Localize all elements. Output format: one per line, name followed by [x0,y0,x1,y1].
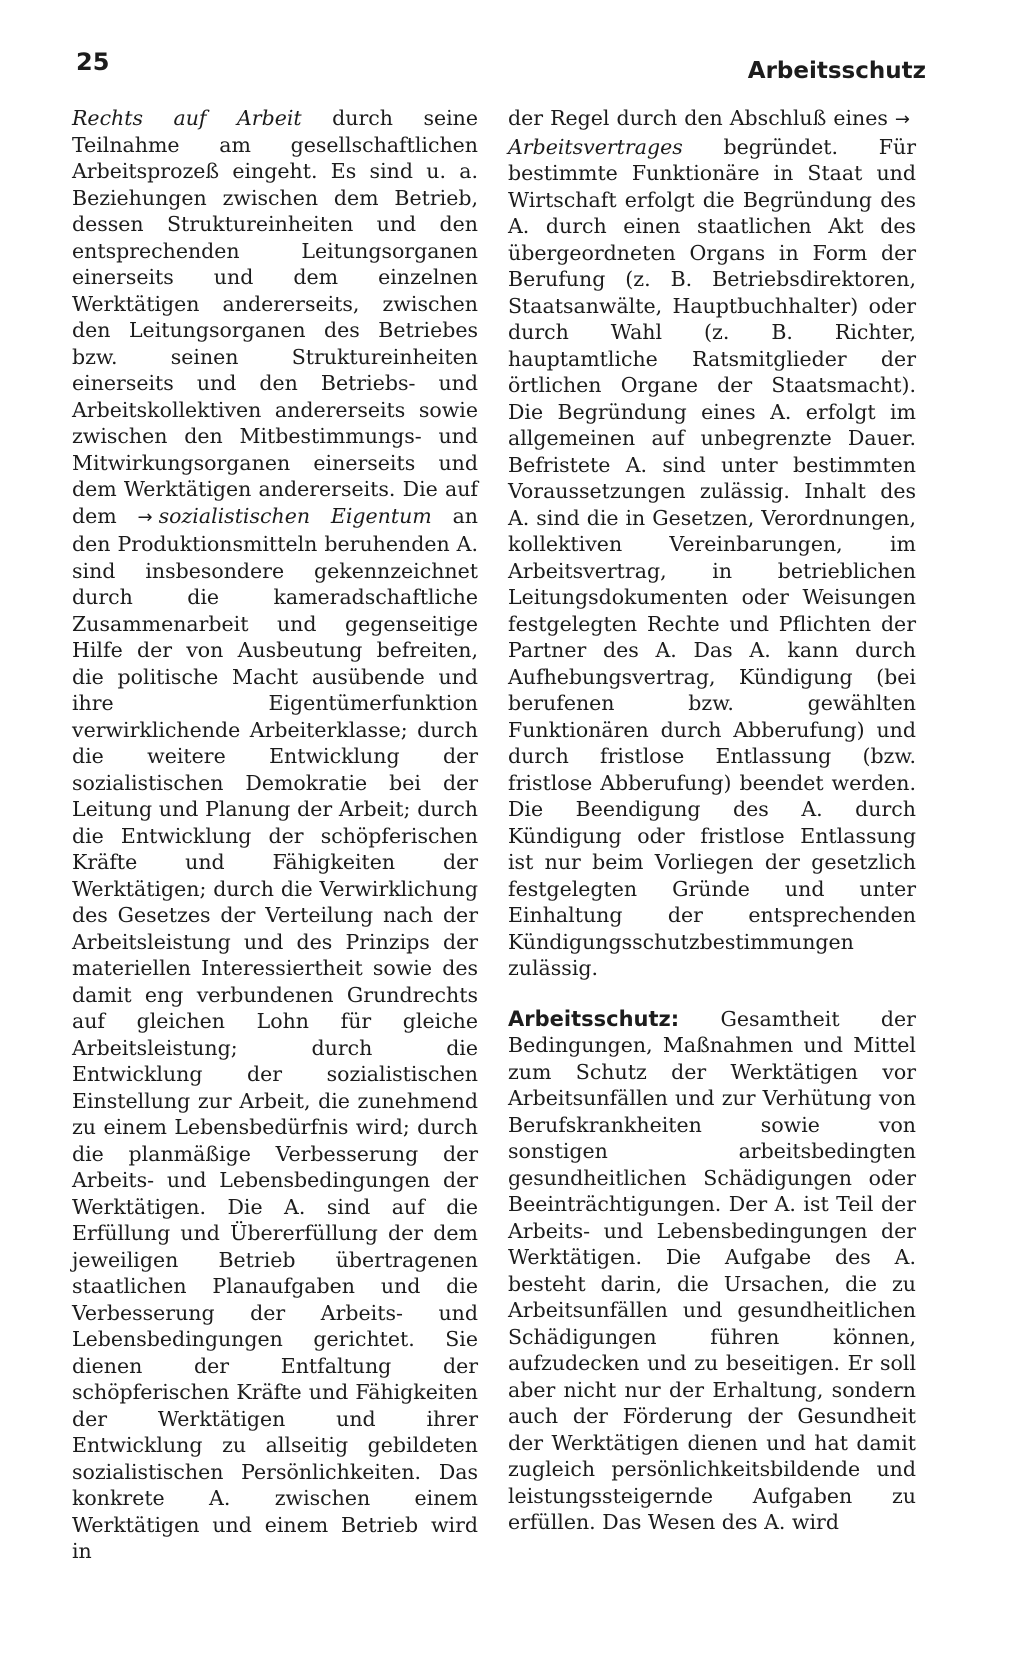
entry-continuation-paragraph [508,105,916,982]
entry-arbeitsschutz [508,1006,916,1536]
cross-reference-sozialistisches-eigentum: sozialistischen Eigentum [158,503,432,528]
cross-reference-arrow-icon: → [894,109,910,130]
right-column [508,105,916,1536]
entry-continuation-paragraph [72,105,478,1565]
cross-reference-arrow-icon: → [137,506,153,528]
cross-reference-recht-auf-arbeit: Rechts auf Arbeit [72,106,302,130]
body-text: der Regel durch den Abschluß eines [508,106,895,130]
body-text: durch seine Teilnahme am gesellschaftlichen Arbeitsprozeß eingeht. Es sind u. a. Beziehungen zwischen dem Betrieb, dessen Struktureinheiten und den entsprechenden Leitungsorganen einerseits und dem einzelnen Werktätigen andererseits, zwischen den Leitungsorganen des Betriebes bzw. seinen Struktureinheiten einerseits und den Betriebs- und Arbeitskollektiven andererseits sowie zwischen den Mitbestimmungs- und Mitwirkungsorganen einerseits und dem Werktätigen andererseits. Die auf dem [72,106,478,528]
running-head: Arbeitsschutz [747,58,926,84]
body-text: an den Produktionsmitteln beruhenden A. sind insbesondere gekennzeichnet durch die kameradschaftliche Zusammenarbeit und gegenseitige Hilfe der von Ausbeutung befreiten, die politische Macht ausübende und ihre Eigentümerfunktion verwirklichende Arbeiterklasse; durch die weitere Entwicklung der sozialistischen Demokratie bei der Leitung und Planung der Arbeit; durch die Entwicklung der schöpferischen Kräfte und Fähigkeiten der Werktätigen; durch die Verwirklichung des Gesetzes der Verteilung nach der Arbeitsleistung und des Prinzips der materiellen Interessiertheit sowie des damit eng verbundenen Grundrechts auf gleichen Lohn für gleiche Arbeitsleistung; durch die Entwicklung der sozialistischen Einstellung zur Arbeit, die zunehmend zu einem Lebensbedürfnis wird; durch die planmäßige Verbesserung der Arbeits- und Lebensbedingungen der Werktätigen. Die A. sind auf die Erfüllung und Übererfüllung der dem jeweiligen Betrieb übertragenen staatlichen Planaufgaben und die Verbesserung der Arbeits- und Lebensbedingungen gerichtet. Sie dienen der Entfaltung der schöpferischen Kräfte und Fähigkeiten der Werktätigen und ihrer Entwicklung zu allseitig gebildeten sozialistischen Persönlichkeiten. Das konkrete A. zwischen einem Werktätigen und einem Betrieb wird in [72,503,478,1563]
body-text: Gesamtheit der Bedingungen, Maßnahmen und Mittel zum Schutz der Werktätigen vor Arbeitsunfällen und zur Verhütung von Berufskrankheiten sowie von sonstigen arbeitsbedingten gesundheitlichen Schädigungen oder Beeinträchtigungen. Der A. ist Teil der Arbeits- und Lebensbedingungen der Werktätigen. Die Aufgabe des A. besteht darin, die Ursachen, die zu Arbeitsunfällen und gesundheitlichen Schädigungen führen können, aufzudecken und zu beseitigen. Er soll aber nicht nur der Erhaltung, sondern auch der Förderung der Gesundheit der Werktätigen dienen und hat damit zugleich persönlichkeitsbildende und leistungssteigernde Aufgaben zu erfüllen. Das Wesen des A. wird [508,1006,916,1534]
page-number: 25 [76,48,110,76]
headword-arbeitsschutz: Arbeitsschutz: [508,1006,680,1031]
body-text: begründet. Für bestimmte Funktionäre in Staat und Wirtschaft erfolgt die Begründung des A. durch einen staatlichen Akt des übergeordneten Organs in Form der Berufung (z. B. Betriebsdirektoren, Staatsanwälte, Hauptbuchhalter) oder durch Wahl (z. B. Richter, hauptamtliche Ratsmitglieder der örtlichen Organe der Staatsmacht). Die Begründung eines A. erfolgt im allgemeinen auf unbegrenzte Dauer. Befristete A. sind unter bestimmten Voraussetzungen zulässig. Inhalt des A. sind die in Gesetzen, Verordnungen, kollektiven Vereinbarungen, im Arbeitsvertrag, in betrieblichen Leitungsdokumenten oder Weisungen festgelegten Rechte und Pflichten der Partner des A. Das A. kann durch Aufhebungsvertrag, Kündigung (bei berufenen bzw. gewählten Funktionären durch Abberufung) und durch fristlose Entlassung (bzw. fristlose Abberufung) beendet werden. Die Beendigung des A. durch Kündigung oder fristlose Entlassung ist nur beim Vorliegen der gesetzlich festgelegten Gründe und unter Einhaltung der entsprechenden Kündigungsschutzbestimmungen zulässig. [508,134,916,980]
cross-reference-arbeitsvertrag: Arbeitsvertrages [508,134,683,159]
left-column [72,105,478,1565]
